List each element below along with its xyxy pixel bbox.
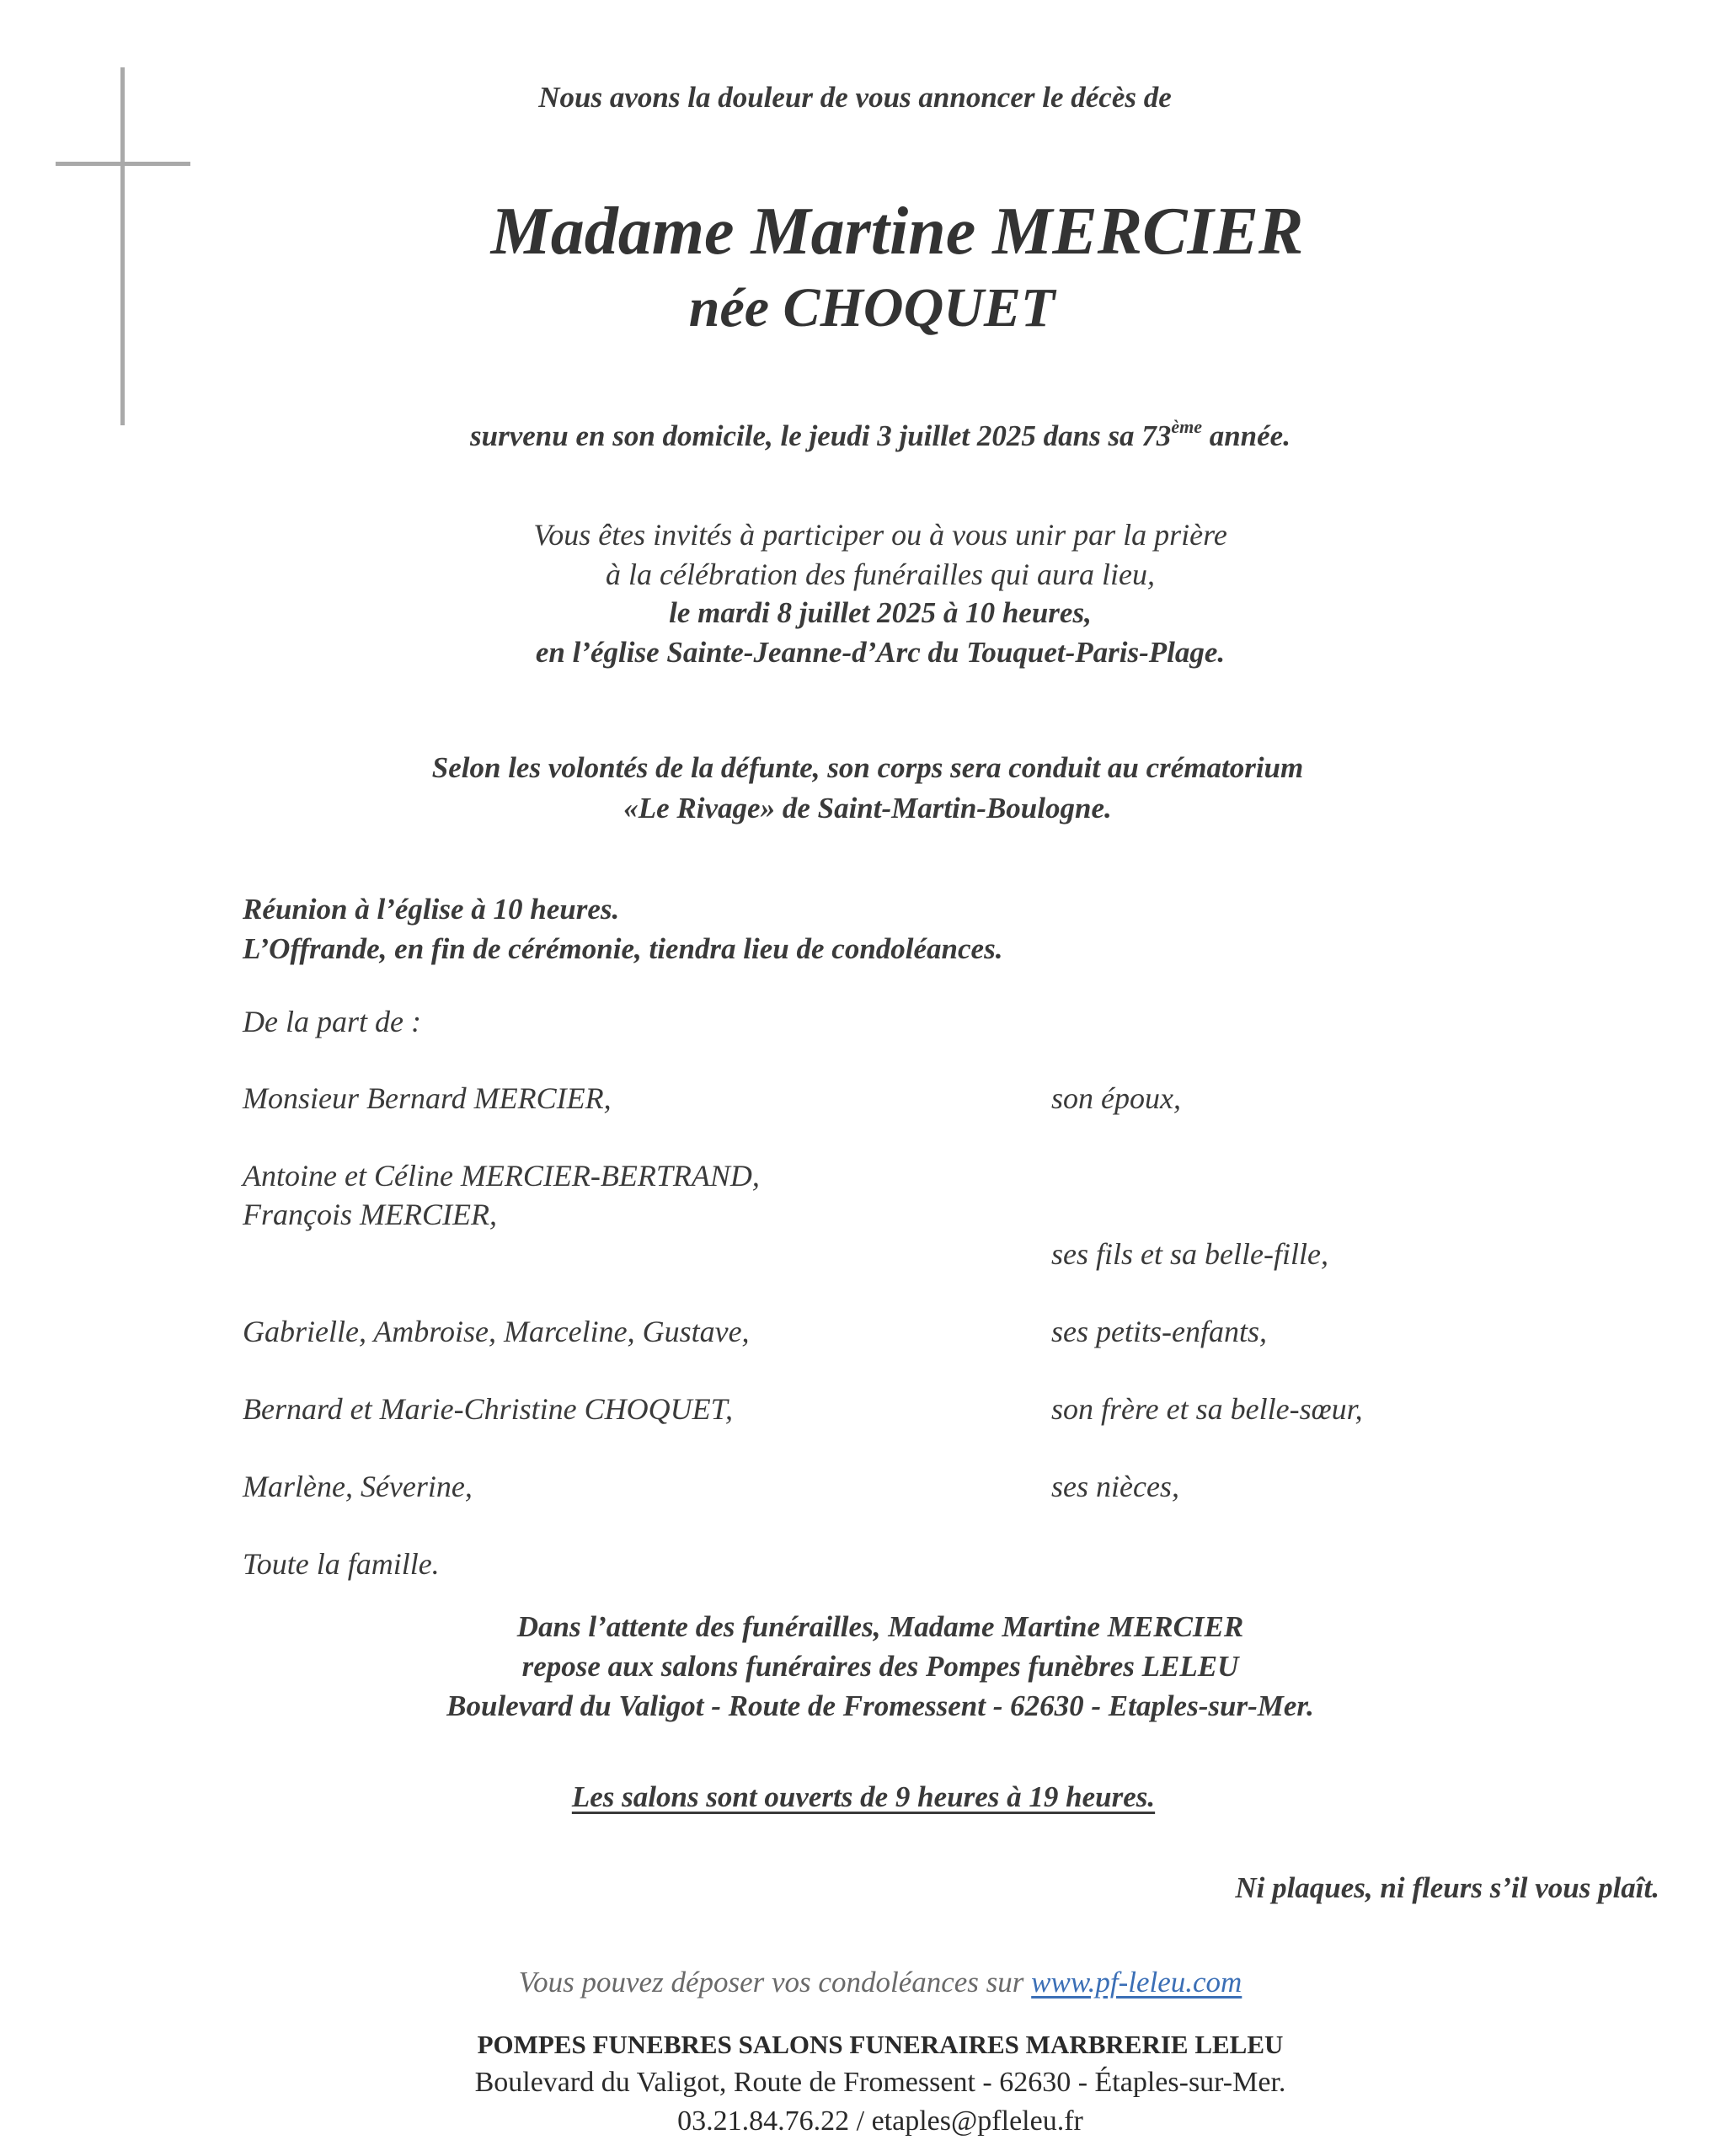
- rest-line-2: repose aux salons funéraires des Pompes funèbres LELEU: [521, 1650, 1239, 1683]
- no-flowers-notice: Ni plaques, ni fleurs s’il vous plaît.: [1235, 1871, 1659, 1904]
- ceremony-place: en l’église Sainte-Jeanne-d’Arc du Touquet-Paris-Plage.: [535, 636, 1226, 669]
- wishes-line-2: «Le Rivage» de Saint-Martin-Boulogne.: [623, 792, 1112, 825]
- meeting-line-1: Réunion à l’église à 10 heures.: [243, 893, 620, 926]
- maiden-name: née CHOQUET: [688, 277, 1055, 339]
- condolences-link[interactable]: www.pf-leleu.com: [1031, 1966, 1242, 1999]
- deceased-name: Madame Martine MERCIER: [490, 195, 1304, 269]
- rest-line-1: Dans l’attente des funérailles, Madame Martine MERCIER: [516, 1610, 1244, 1643]
- family-name: Monsieur Bernard MERCIER,: [243, 1081, 612, 1115]
- family-name: Marlène, Séverine,: [243, 1470, 473, 1503]
- family-relation: ses fils et sa belle-fille,: [1051, 1237, 1328, 1271]
- family-name: Bernard et Marie-Christine CHOQUET,: [243, 1392, 733, 1426]
- meeting-line-2: L’Offrande, en fin de cérémonie, tiendra lieu de condoléances.: [243, 932, 1003, 965]
- family-relation: son époux,: [1051, 1081, 1181, 1115]
- salon-hours: Les salons sont ouverts de 9 heures à 19 heures.: [571, 1780, 1156, 1813]
- ceremony-date: le mardi 8 juillet 2025 à 10 heures,: [669, 596, 1092, 629]
- footer-address: Boulevard du Valigot, Route de Fromessent - 62630 - Étaples-sur-Mer.: [474, 2067, 1286, 2098]
- family-relation: ses nièces,: [1051, 1470, 1179, 1503]
- ceremony-line-1: Vous êtes invités à participer ou à vous unir par la prière: [533, 518, 1227, 552]
- family-name-2: François MERCIER,: [243, 1198, 497, 1231]
- footer-company: POMPES FUNEBRES SALONS FUNERAIRES MARBRERIE LELEU: [477, 2030, 1284, 2059]
- announce-text: Nous avons la douleur de vous annoncer le décès de: [538, 81, 1172, 114]
- family-relation: ses petits-enfants,: [1051, 1315, 1267, 1348]
- rest-line-3: Boulevard du Valigot - Route de Fromessent - 62630 - Etaples-sur-Mer.: [446, 1689, 1314, 1722]
- footer-contact: 03.21.84.76.22 / etaples@pfleleu.fr: [677, 2105, 1083, 2137]
- family-name: Gabrielle, Ambroise, Marceline, Gustave,: [243, 1315, 750, 1348]
- family-relation: son frère et sa belle-sœur,: [1051, 1392, 1363, 1426]
- wishes-line-1: Selon les volontés de la défunte, son corps sera conduit au crématorium: [431, 751, 1304, 784]
- family-closing: Toute la famille.: [243, 1547, 440, 1581]
- death-notice: survenu en son domicile, le jeudi 3 juillet 2025 dans sa 73ème année.: [470, 416, 1291, 452]
- family-name: Antoine et Céline MERCIER-BERTRAND,: [243, 1159, 760, 1193]
- ceremony-line-2: à la célébration des funérailles qui aura lieu,: [606, 558, 1155, 591]
- condolences-text: Vous pouvez déposer vos condoléances sur www.pf-leleu.com: [518, 1966, 1242, 1999]
- family-intro: De la part de :: [243, 1005, 421, 1038]
